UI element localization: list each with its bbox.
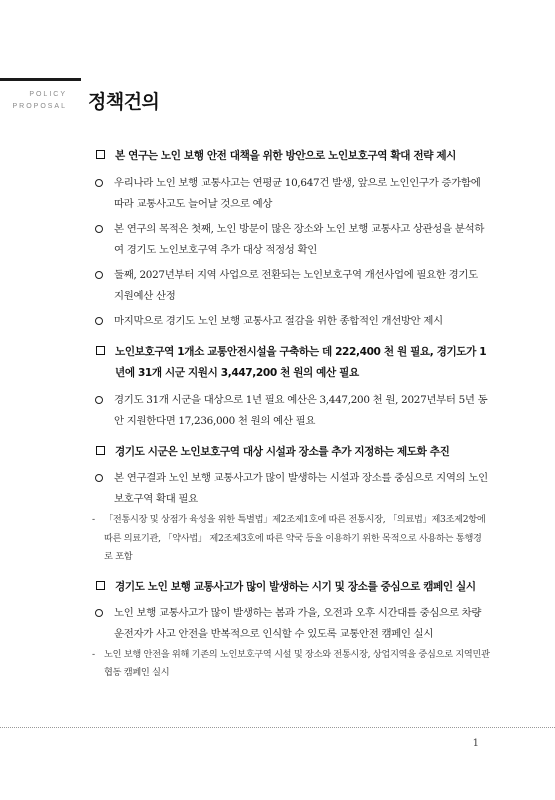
- checkbox-square-icon: [96, 446, 105, 455]
- list-item-text: 노인 보행 교통사고가 많이 발생하는 봄과 가을, 오전과 오후 시간대를 중심으로 차량 운전자가 사고 안전을 반복적으로 인식할 수 있도록 교통안전 캠페인 실시: [114, 606, 482, 640]
- list-item-text: 본 연구결과 노인 보행 교통사고가 많이 발생하는 시설과 장소를 중심으로 지역의 노인보호구역 확대 필요: [114, 472, 488, 505]
- section-heading-text: 경기도 시군은 노인보호구역 대상 시설과 장소를 추가 지정하는 제도화 추진: [115, 446, 450, 458]
- list-item-text: 본 연구의 목적은 첫째, 노인 방문이 많은 장소와 노인 보행 교통사고 상관성을 분석하여 경기도 노인보호구역 추가 대상 적정성 확인: [114, 223, 485, 256]
- section-label-policy: POLICY: [29, 91, 67, 98]
- list-item: [94, 311, 490, 332]
- circle-bullet-icon: [95, 474, 103, 482]
- list-item-text: 마지막으로 경기도 노인 보행 교통사고 절감을 위한 종합적인 개선방안 제시: [114, 315, 443, 327]
- sub-item: [92, 646, 490, 683]
- section-heading-4: [94, 577, 490, 597]
- list-item-text: 우리나라 노인 보행 교통사고는 연평균 10,647건 발생, 앞으로 노인인구가 증가함에 따라 교통사고도 늘어날 것으로 예상: [114, 177, 481, 210]
- list-item: [94, 603, 490, 645]
- circle-bullet-icon: [95, 317, 103, 325]
- dash-bullet: -: [92, 514, 95, 525]
- list-item: [94, 265, 490, 307]
- list-item-text: 둘째, 2027년부터 지역 사업으로 전환되는 노인보호구역 개선사업에 필요한 경기도 지원예산 산정: [114, 269, 478, 302]
- section-heading-3: [94, 442, 490, 462]
- list-item: [94, 468, 490, 510]
- list-item: [94, 173, 490, 215]
- sub-item-text: 「전통시장 및 상점가 육성을 위한 특별법」제2조제1호에 따른 전통시장, 「의료법」제3조제2항에 따른 의료기관, 「약사법」 제2조제3호에 따른 약국 등을 이용하기 위한 목적으로 사용하는 통행경로 포함: [104, 514, 486, 562]
- section-heading-text: 노인보호구역 1개소 교통안전시설을 구축하는 데 222,400 천 원 필요, 경기도가 1년에 31개 시군 지원시 3,447,200 천 원의 예산 필요: [115, 346, 487, 379]
- sub-item-text: 노인 보행 안전을 위해 기존의 노인보호구역 시설 및 장소와 전통시장, 상업지역을 중심으로 지역민관협동 캠페인 실시: [104, 648, 490, 678]
- checkbox-square-icon: [96, 346, 105, 355]
- header-rule: [0, 78, 81, 81]
- checkbox-square-icon: [96, 581, 105, 590]
- footer-dotted-rule: [0, 727, 555, 728]
- circle-bullet-icon: [95, 179, 103, 187]
- section-heading-text: 경기도 노인 보행 교통사고가 많이 발생하는 시기 및 장소를 중심으로 캠페인 실시: [115, 580, 476, 593]
- list-item-text: 경기도 31개 시군을 대상으로 1년 필요 예산은 3,447,200 천 원, 2027년부터 5년 동안 지원한다면 17,236,000 천 원의 예산 필요: [114, 394, 488, 427]
- section-label-proposal: PROPOSAL: [12, 103, 67, 110]
- page-number: 1: [472, 738, 479, 749]
- section-heading-1: [94, 146, 490, 166]
- section-heading-text: 본 연구는 노인 보행 안전 대책을 위한 방안으로 노인보호구역 확대 전략 제시: [115, 150, 457, 162]
- sub-item: [92, 511, 490, 567]
- circle-bullet-icon: [95, 225, 103, 233]
- dash-bullet: -: [92, 648, 95, 660]
- circle-bullet-icon: [95, 271, 103, 279]
- list-item: [94, 219, 490, 261]
- document-body: [94, 146, 490, 683]
- checkbox-square-icon: [96, 150, 105, 159]
- section-heading-2: [94, 342, 490, 384]
- circle-bullet-icon: [95, 396, 103, 404]
- list-item: [94, 390, 490, 432]
- page-title: 정책건의: [88, 91, 160, 113]
- circle-bullet-icon: [95, 609, 103, 617]
